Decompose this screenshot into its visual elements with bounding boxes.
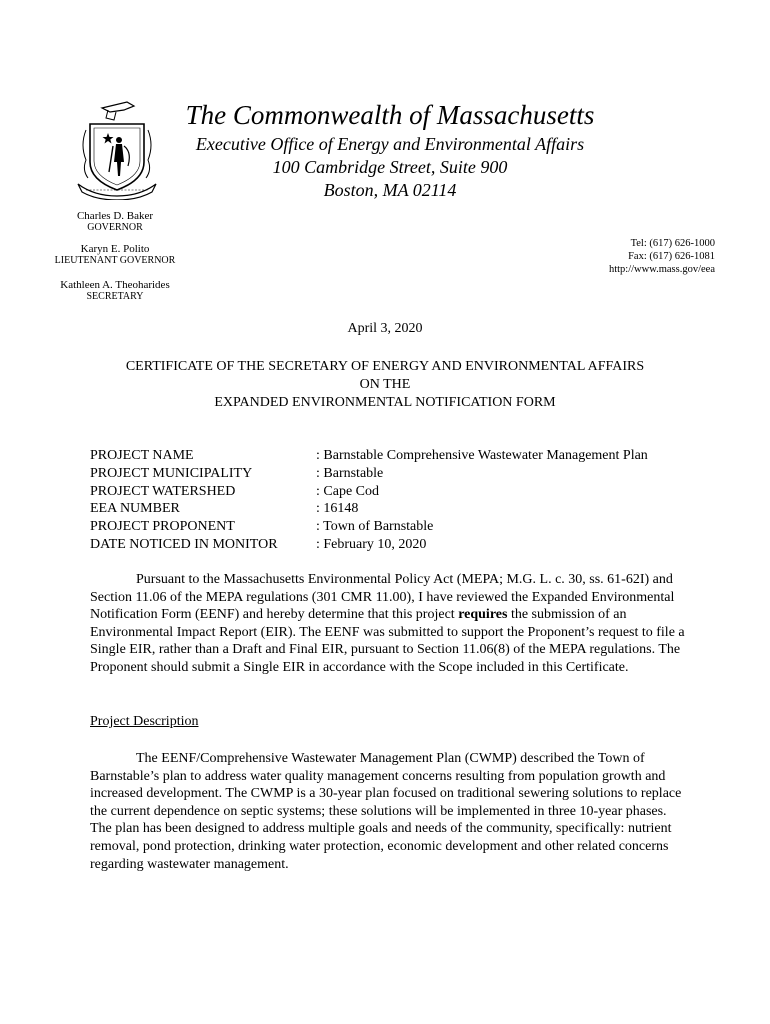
detail-label: EEA NUMBER: [90, 501, 180, 517]
contact-fax: Fax: (617) 626-1081: [628, 251, 715, 262]
contact-website[interactable]: http://www.mass.gov/eea: [608, 264, 715, 275]
detail-row-proponent: [90, 518, 648, 536]
letterhead-title: The Commonwealth of Massachusetts: [185, 100, 595, 130]
detail-value: : Cape Cod: [316, 483, 379, 499]
detail-label: DATE NOTICED IN MONITOR: [90, 536, 278, 552]
contact-block: [609, 237, 715, 276]
official-secretary: [40, 279, 190, 303]
contact-tel: Tel: (617) 626-1000: [630, 238, 715, 249]
intro-text-end: the submission of an Environmental Impact Report (EIR). The EENF was submitted to support the Proponent’s request to file a Single EIR, rather than a Draft and Final EIR, pursuant to Section 11.06(8) of the MEPA regulations. The Proponent should submit a Single EIR in accordance with the Scope included in this Certificate.: [90, 607, 685, 675]
detail-row-project-name: [90, 447, 648, 465]
detail-label: PROJECT NAME: [90, 448, 194, 463]
detail-value: : Barnstable: [316, 465, 384, 481]
massachusetts-seal: [72, 100, 162, 200]
intro-paragraph: [90, 571, 686, 677]
official-title: LIEUTENANT GOVERNOR: [54, 255, 176, 266]
letterhead-city: Boston, MA 02114: [323, 180, 457, 200]
certificate-heading-line-3: EXPANDED ENVIRONMENTAL NOTIFICATION FORM: [214, 395, 556, 410]
detail-row-watershed: [90, 483, 648, 501]
certificate-date: April 3, 2020: [347, 321, 423, 336]
intro-text-start: Pursuant to the Massachusetts Environmental Policy Act (MEPA; M.G. L. c. 30, ss. 61-62I) and Section 11.06 of the MEPA regulations (301 CMR 11.00), I have reviewed the Expanded Environmental Notification Form (EENF) and hereby determine that this project: [90, 572, 675, 623]
letterhead-office: Executive Office of Energy and Environmental Affairs: [195, 134, 585, 154]
detail-row-date-noticed: [90, 536, 648, 554]
detail-value: : February 10, 2020: [316, 536, 427, 552]
project-details: [90, 447, 648, 554]
detail-value: : Town of Barnstable: [316, 519, 434, 535]
detail-row-municipality: [90, 465, 648, 483]
project-description-heading: Project Description: [90, 714, 199, 729]
official-lieutenant-governor: [40, 243, 190, 267]
official-governor: [40, 210, 190, 234]
official-name: Karyn E. Polito: [80, 243, 150, 255]
official-title: SECRETARY: [86, 291, 144, 302]
official-name: Charles D. Baker: [76, 210, 154, 222]
detail-value: : 16148: [316, 501, 359, 517]
detail-value: : Barnstable Comprehensive Wastewater Management Plan: [316, 448, 648, 463]
certificate-heading: [0, 358, 770, 412]
project-description-paragraph: The EENF/Comprehensive Wastewater Management Plan (CWMP) described the Town of Barnstable’s plan to address water quality management concerns resulting from population growth and increased development. The CWMP is a 30-year plan focused on traditional sewering solutions to replace the current dependence on septic systems; these solutions will be implemented in three 10-year phases. The plan has been designed to address multiple goals and needs of the community, specifically: nutrient removal, pond protection, drinking water protection, economic development and other related concerns regarding wastewater management.: [90, 751, 682, 872]
official-title: GOVERNOR: [87, 222, 143, 233]
certificate-heading-line-2: ON THE: [359, 377, 411, 392]
detail-label: PROJECT MUNICIPALITY: [90, 465, 253, 481]
intro-bold-requires: requires: [458, 607, 508, 623]
detail-row-eea-number: [90, 500, 648, 518]
detail-label: PROJECT WATERSHED: [90, 483, 236, 499]
certificate-heading-line-1: CERTIFICATE OF THE SECRETARY OF ENERGY AND ENVIRONMENTAL AFFAIRS: [125, 359, 645, 374]
letterhead-street: 100 Cambridge Street, Suite 900: [272, 157, 508, 177]
detail-label: PROJECT PROPONENT: [90, 519, 235, 535]
official-name: Kathleen A. Theoharides: [60, 279, 170, 291]
